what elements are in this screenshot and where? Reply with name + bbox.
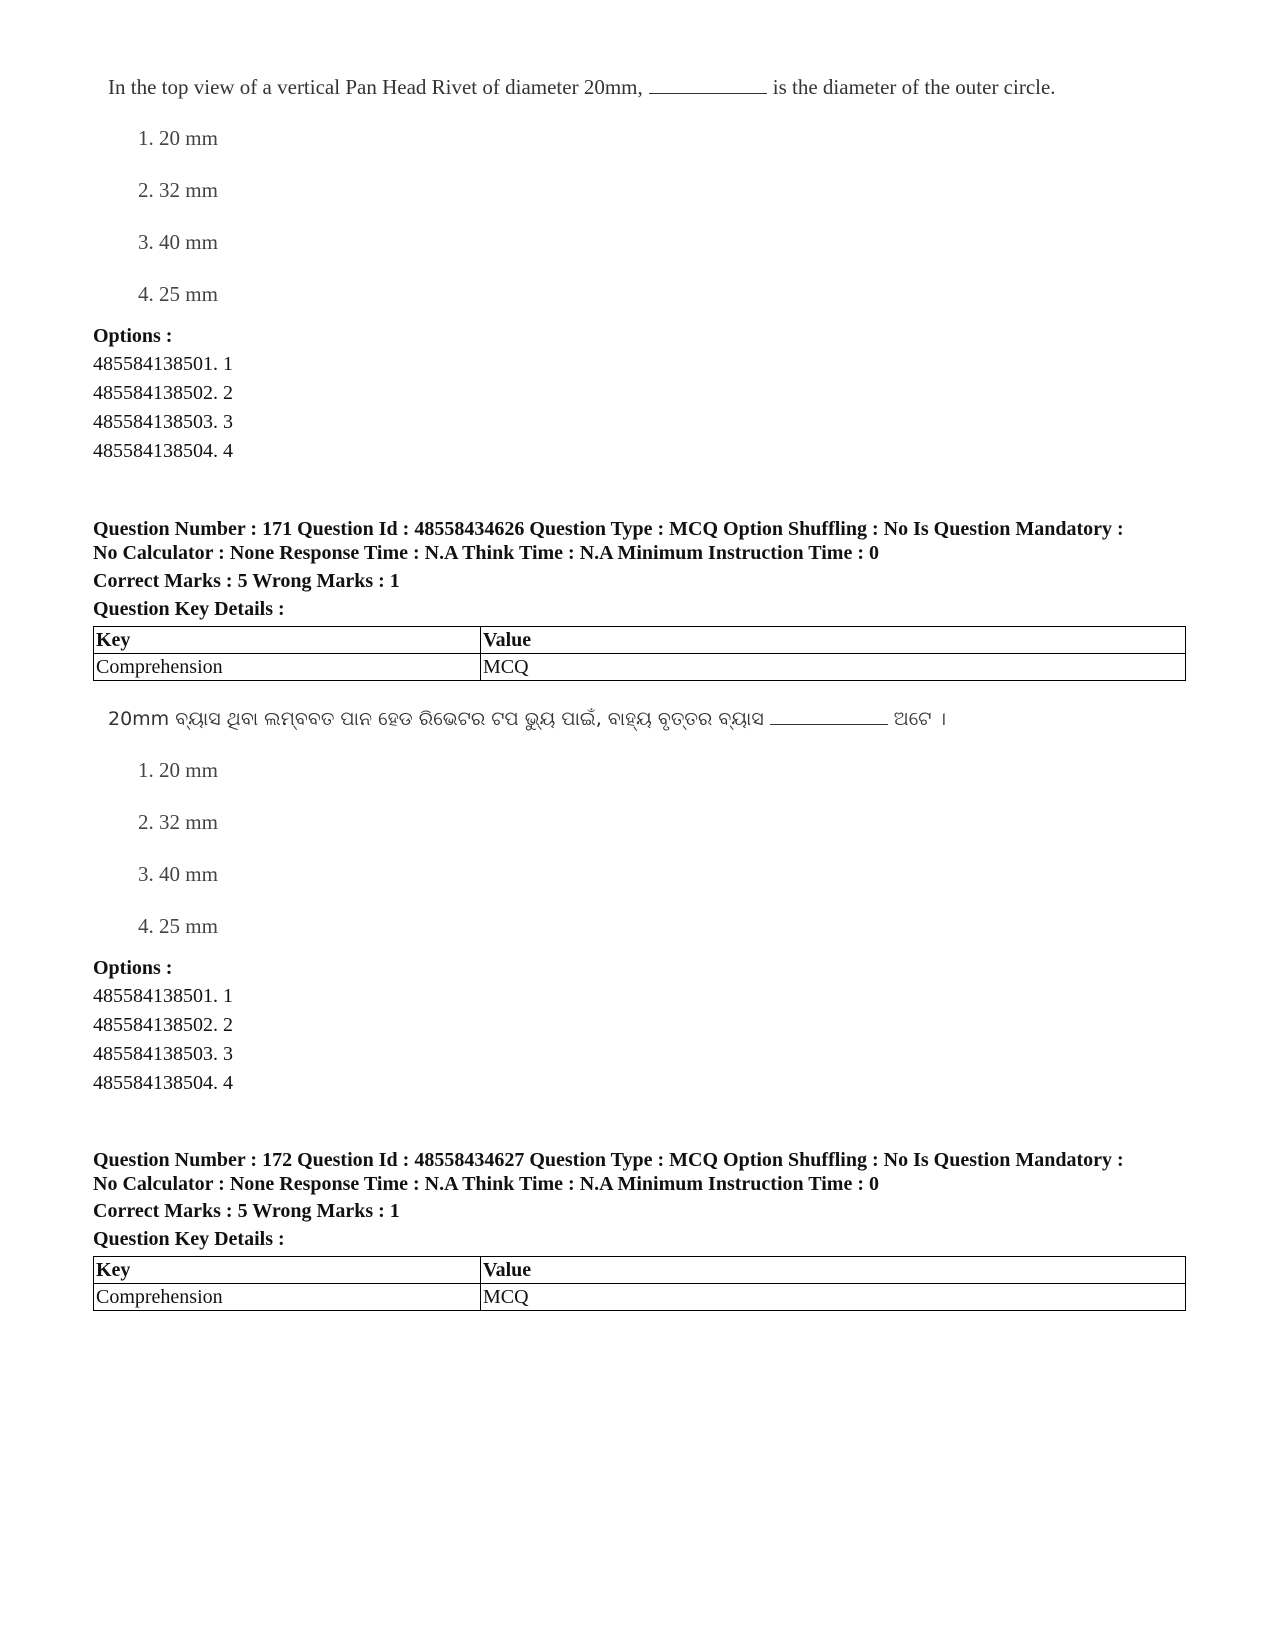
option-id-1: 485584138501. 1 (93, 353, 233, 375)
choice-3: 3. 40 mm (138, 862, 218, 886)
table-row (94, 1284, 1186, 1311)
choice-3: 3. 40 mm (138, 230, 218, 254)
table-cell-value: MCQ (481, 654, 1186, 681)
table-header-row (94, 1257, 1186, 1284)
table-header-row (94, 627, 1186, 654)
table-cell-value: MCQ (481, 1284, 1186, 1311)
option-id-2: 485584138502. 2 (93, 1014, 233, 1036)
options-list (93, 954, 233, 1098)
question-171-body (108, 706, 1188, 938)
table-cell-key: Comprehension (94, 1284, 481, 1311)
question-text-before: 20mm ବ୍ୟାସ ଥିବା ଲମ୍ବବତ ପାନ ହେଡ ରିଭେଟର ଟପ ଭ୍ୟୁ ପାଇଁ, ବାହ୍ୟ ବୃତ୍ତର ବ୍ୟାସ (108, 708, 764, 730)
choice-2: 2. 32 mm (138, 178, 218, 202)
answer-blank (649, 75, 767, 94)
question-171-text (108, 706, 1188, 732)
question-171-key-details: Question Key Details : (93, 598, 285, 620)
option-id-4: 485584138504. 4 (93, 440, 233, 462)
meta-line-1: Question Number : 172 Question Id : 48558434627 Question Type : MCQ Option Shuffling : No Is Question Mandatory : (93, 1149, 1124, 1171)
meta-line-2: No Calculator : None Response Time : N.A Think Time : N.A Minimum Instruction Time : 0 (93, 1173, 879, 1195)
question-text-before: In the top view of a vertical Pan Head Rivet of diameter 20mm, (108, 75, 643, 99)
options-heading: Options : (93, 957, 173, 979)
question-170-text (108, 74, 1188, 100)
option-id-3: 485584138503. 3 (93, 411, 233, 433)
table-header-key: Key (94, 1257, 481, 1284)
table-header-value: Value (481, 1257, 1186, 1284)
option-id-1: 485584138501. 1 (93, 985, 233, 1007)
option-id-2: 485584138502. 2 (93, 382, 233, 404)
question-171-key-table (93, 626, 1186, 681)
option-id-4: 485584138504. 4 (93, 1072, 233, 1094)
answer-blank (770, 706, 888, 725)
question-text-after: ଅଟେ । (893, 708, 947, 730)
question-170-body (108, 74, 1188, 306)
choice-1: 1. 20 mm (138, 126, 218, 150)
question-171-meta (93, 517, 1193, 565)
choice-4: 4. 25 mm (138, 914, 218, 938)
table-header-value: Value (481, 627, 1186, 654)
question-text-after: is the diameter of the outer circle. (772, 75, 1056, 99)
options-list (93, 322, 233, 466)
question-172-meta (93, 1148, 1193, 1196)
choice-1: 1. 20 mm (138, 758, 218, 782)
option-id-3: 485584138503. 3 (93, 1043, 233, 1065)
choice-4: 4. 25 mm (138, 282, 218, 306)
options-heading: Options : (93, 325, 173, 347)
question-172-marks: Correct Marks : 5 Wrong Marks : 1 (93, 1200, 400, 1222)
question-171-marks: Correct Marks : 5 Wrong Marks : 1 (93, 570, 400, 592)
table-cell-key: Comprehension (94, 654, 481, 681)
table-header-key: Key (94, 627, 481, 654)
choice-2: 2. 32 mm (138, 810, 218, 834)
meta-line-1: Question Number : 171 Question Id : 48558434626 Question Type : MCQ Option Shuffling : No Is Question Mandatory : (93, 518, 1124, 540)
question-172-key-details: Question Key Details : (93, 1228, 285, 1250)
meta-line-2: No Calculator : None Response Time : N.A Think Time : N.A Minimum Instruction Time : 0 (93, 542, 879, 564)
table-row (94, 654, 1186, 681)
question-172-key-table (93, 1256, 1186, 1311)
